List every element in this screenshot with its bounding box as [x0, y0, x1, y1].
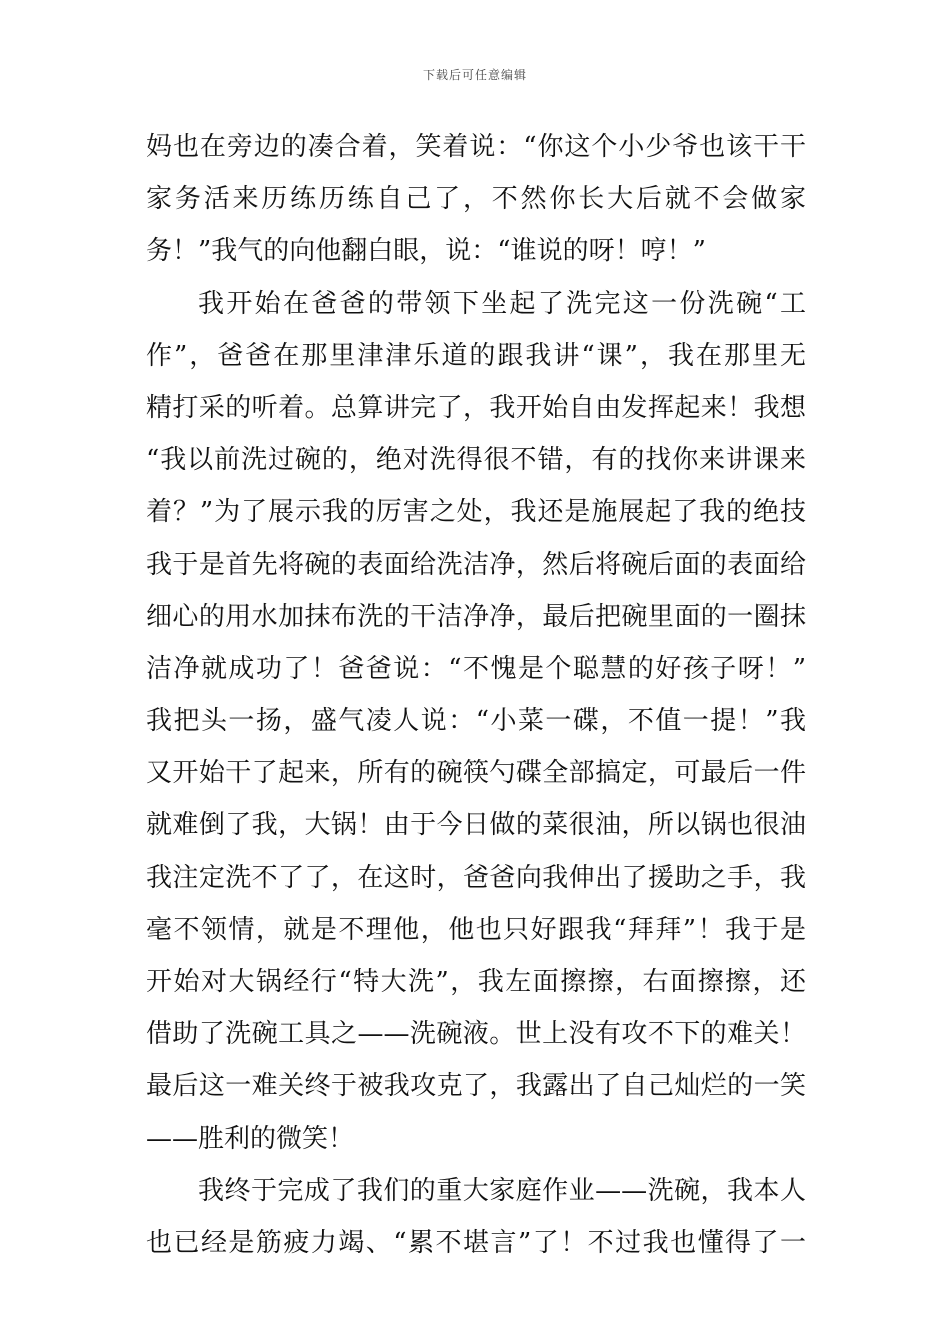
text-line: 又开始干了起来，所有的碗筷勺碟全部搞定，可最后一件 — [146, 758, 806, 789]
text-line: “我以前洗过碗的，绝对洗得很不错，有的找你来讲课来 — [146, 445, 806, 476]
text-line: 务！”我气的向他翻白眼，说：“谁说的呀！哼！” — [146, 236, 706, 267]
text-line: 洁净就成功了！爸爸说：“不愧是个聪慧的好孩子呀！” — [146, 653, 806, 684]
text-line: 我注定洗不了了，在这时，爸爸向我伸出了援助之手，我 — [146, 862, 806, 893]
text-line: 毫不领情，就是不理他，他也只好跟我“拜拜”！我于是 — [146, 914, 806, 945]
text-line: 就难倒了我，大锅！由于今日做的菜很油，所以锅也很油 — [146, 810, 806, 841]
text-line: 借助了洗碗工具之——洗碗液。世上没有攻不下的难关！ — [146, 1019, 806, 1050]
text-line: 最后这一难关终于被我攻克了，我露出了自己灿烂的一笑 — [146, 1071, 806, 1102]
text-line: 我开始在爸爸的带领下坐起了洗完这一份洗碗“工 — [198, 288, 806, 319]
text-line: 妈也在旁边的凑合着，笑着说：“你这个小少爷也该干干 — [146, 132, 806, 162]
text-line: 我把头一扬，盛气凌人说：“小菜一碟，不值一提！”我 — [146, 706, 806, 737]
text-line: 着？”为了展示我的厉害之处，我还是施展起了我的绝技 — [146, 497, 806, 528]
text-line: ——胜利的微笑！ — [146, 1123, 355, 1154]
text-line: 细心的用水加抹布洗的干洁净净，最后把碗里面的一圈抹 — [146, 601, 806, 632]
text-line: 也已经是筋疲力竭、“累不堪言”了！不过我也懂得了一 — [146, 1227, 806, 1258]
page-header: 下载后可任意编辑 — [422, 68, 527, 82]
text-line: 我终于完成了我们的重大家庭作业——洗碗，我本人 — [198, 1175, 806, 1206]
body-text — [146, 127, 806, 1275]
text-line: 家务活来历练历练自己了，不然你长大后就不会做家 — [146, 184, 806, 215]
text-line: 开始对大锅经行“特大洗”，我左面擦擦，右面擦擦，还 — [146, 967, 806, 997]
text-line: 作”，爸爸在那里津津乐道的跟我讲“课”，我在那里无 — [146, 340, 806, 371]
text-line: 我于是首先将碗的表面给洗洁净，然后将碗后面的表面给 — [146, 549, 806, 580]
text-line: 精打采的听着。总算讲完了，我开始自由发挥起来！我想 — [146, 392, 806, 423]
